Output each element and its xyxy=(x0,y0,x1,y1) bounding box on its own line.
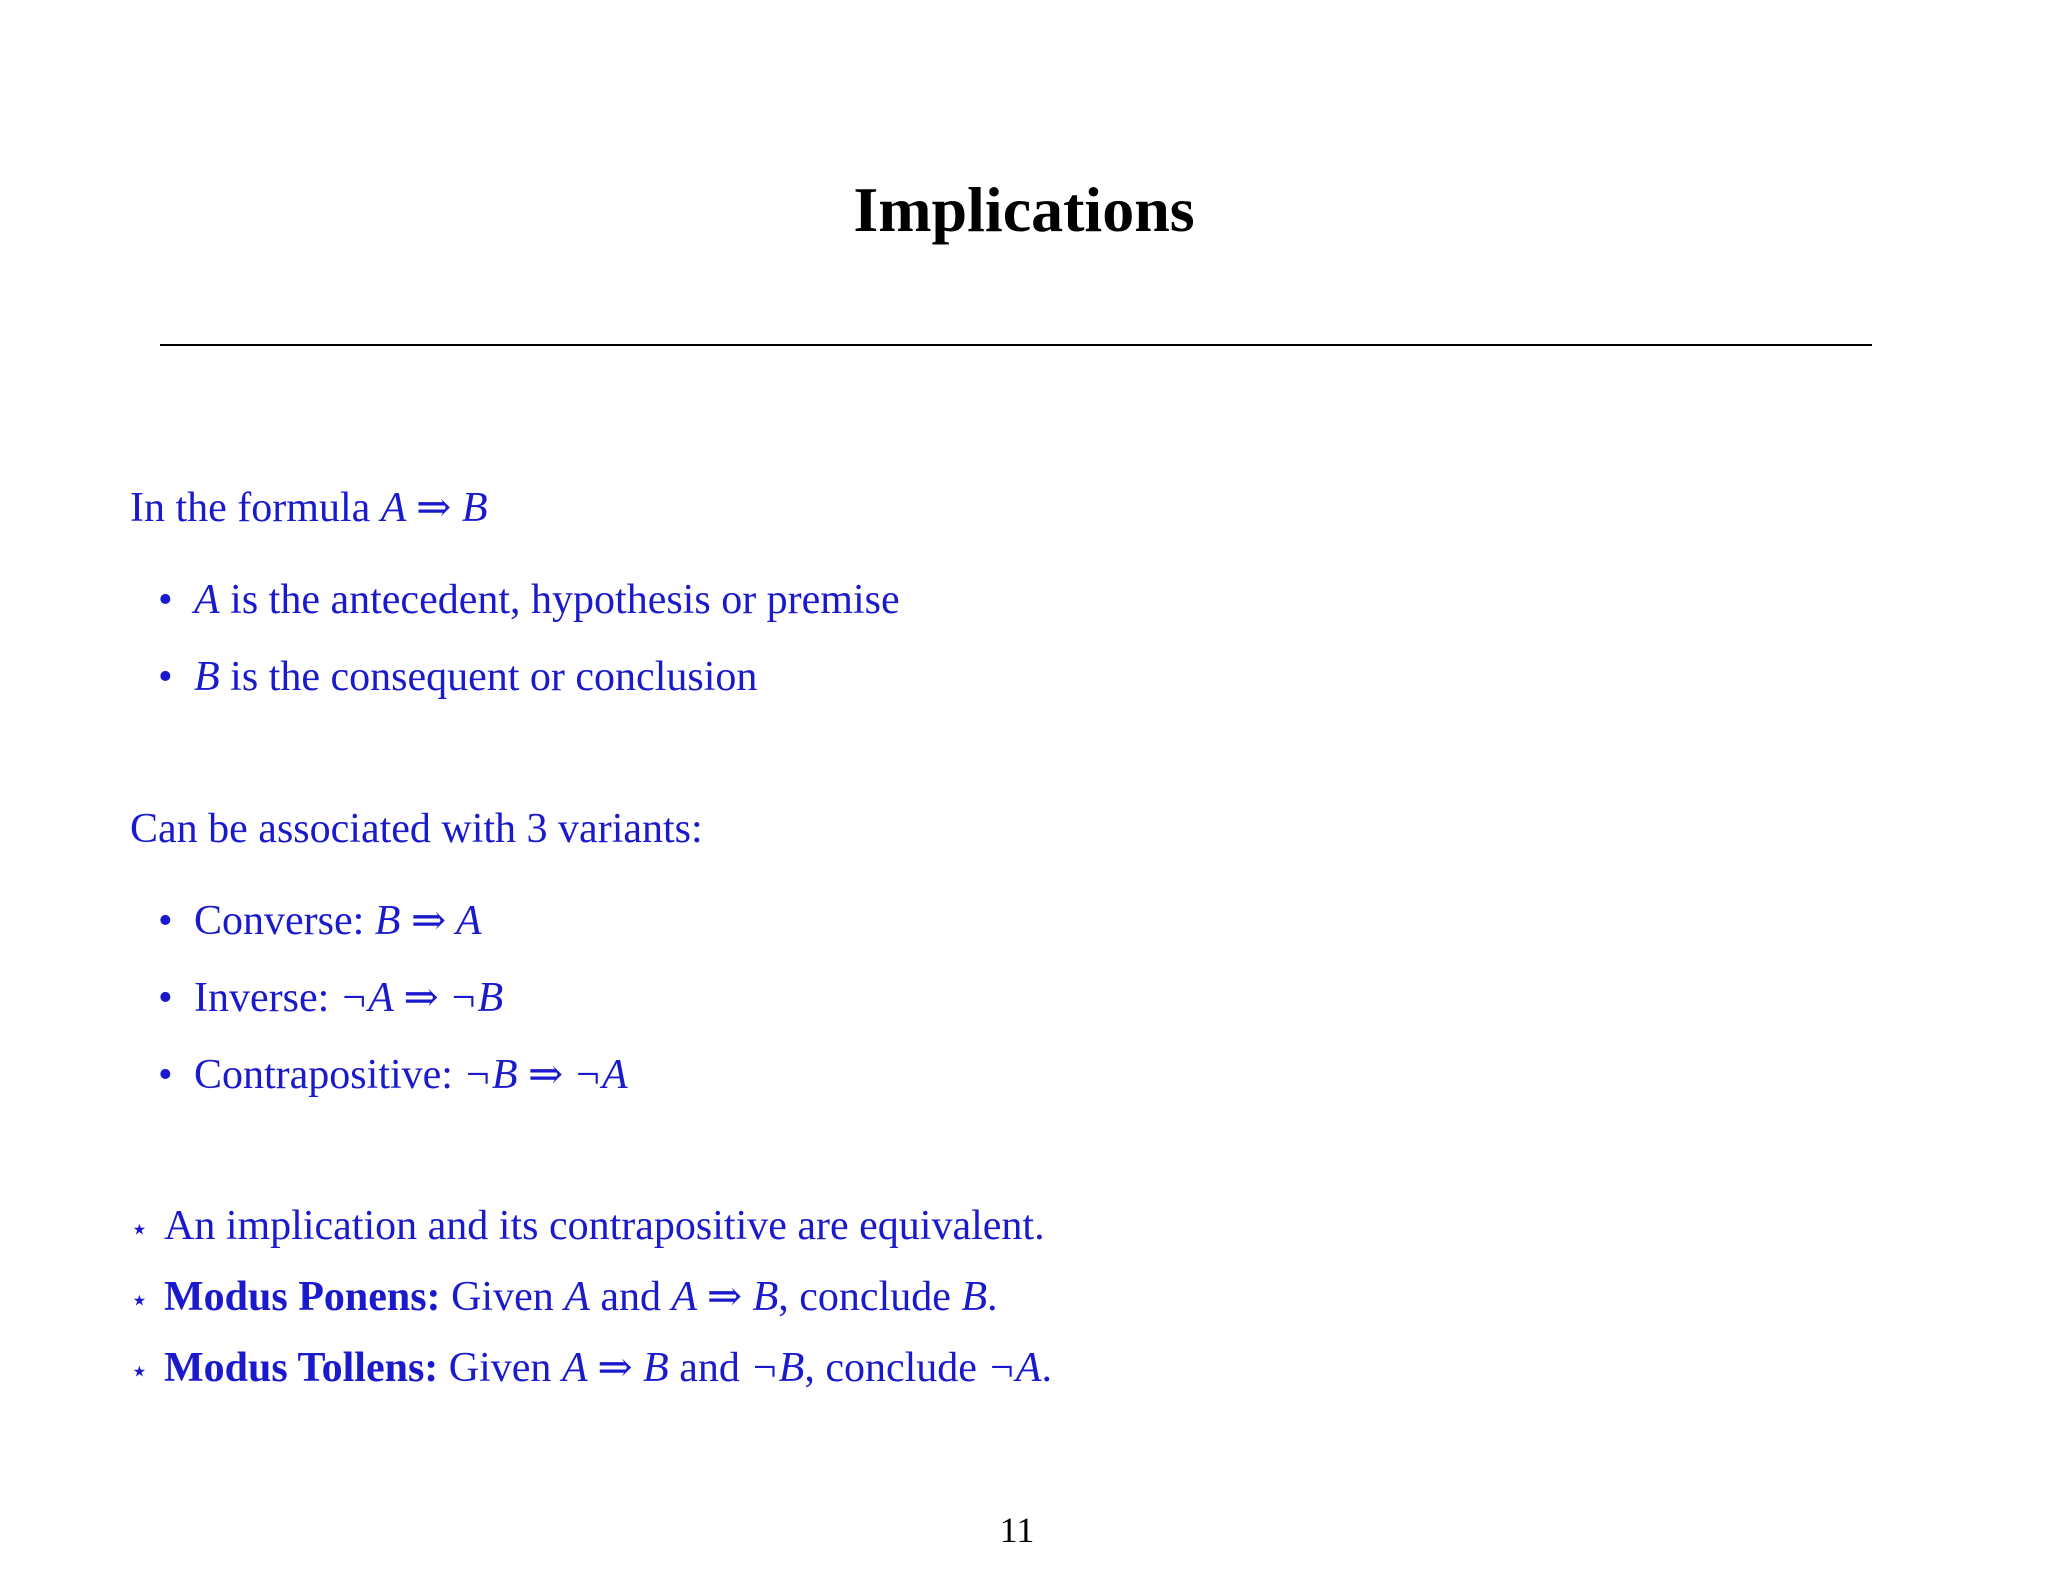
rule-formula: A ⇒ B xyxy=(561,1345,669,1391)
definition-symbol: A xyxy=(194,577,220,623)
variant-formula: B ⇒ A xyxy=(374,898,482,944)
rule-formula: A xyxy=(564,1274,590,1320)
rule-text: . xyxy=(1041,1345,1052,1391)
definition-symbol: B xyxy=(194,654,220,700)
rule-text: Given xyxy=(438,1345,562,1391)
variant-formula: ¬A ⇒ ¬B xyxy=(339,975,504,1021)
rule-text: Given xyxy=(440,1274,565,1320)
definition-item xyxy=(158,651,757,703)
intro-formula: A ⇒ B xyxy=(380,485,488,531)
fact-text: An implication and its contrapositive are equivalent. xyxy=(164,1203,1045,1249)
definition-item xyxy=(158,574,900,626)
rule-text: , conclude xyxy=(778,1274,962,1320)
bullet-icon: • xyxy=(158,1052,173,1098)
variant-label: Contrapositive: xyxy=(194,1052,464,1098)
rule-formula: ¬A xyxy=(987,1345,1042,1391)
rule-formula: B xyxy=(961,1274,988,1320)
variant-item xyxy=(158,972,503,1024)
intro-text: In the formula xyxy=(130,485,381,531)
page-number: 11 xyxy=(999,1510,1035,1550)
variant-item xyxy=(158,895,482,947)
bullet-icon: • xyxy=(158,577,173,623)
star-icon: ⋆ xyxy=(130,1284,149,1317)
rule-formula: A ⇒ B xyxy=(671,1274,779,1320)
variant-label: Inverse: xyxy=(194,975,340,1021)
rule-formula: ¬B xyxy=(750,1345,805,1391)
rule-text: and xyxy=(589,1274,672,1320)
variant-item xyxy=(158,1049,628,1101)
variant-formula: ¬B ⇒ ¬A xyxy=(463,1052,628,1098)
bullet-icon: • xyxy=(158,654,173,700)
bullet-icon: • xyxy=(158,898,173,944)
star-icon: ⋆ xyxy=(130,1213,149,1246)
fact-modus-tollens xyxy=(130,1342,1052,1398)
bullet-icon: • xyxy=(158,975,173,1021)
rule-name: Modus Tollens: xyxy=(164,1345,439,1391)
rule-text: and xyxy=(668,1345,751,1391)
title-divider xyxy=(160,344,1872,346)
definition-text: is the consequent or conclusion xyxy=(219,654,758,700)
fact-equivalence xyxy=(130,1200,1045,1256)
definition-text: is the antecedent, hypothesis or premise xyxy=(219,577,900,623)
rule-text: . xyxy=(987,1274,998,1320)
star-icon: ⋆ xyxy=(130,1355,149,1388)
rule-name: Modus Ponens: xyxy=(164,1274,441,1320)
fact-modus-ponens xyxy=(130,1271,998,1327)
slide-title: Implications xyxy=(853,174,1195,245)
variant-label: Converse: xyxy=(194,898,375,944)
variants-heading: Can be associated with 3 variants: xyxy=(130,806,703,852)
rule-text: , conclude xyxy=(804,1345,988,1391)
intro-line xyxy=(130,482,488,534)
